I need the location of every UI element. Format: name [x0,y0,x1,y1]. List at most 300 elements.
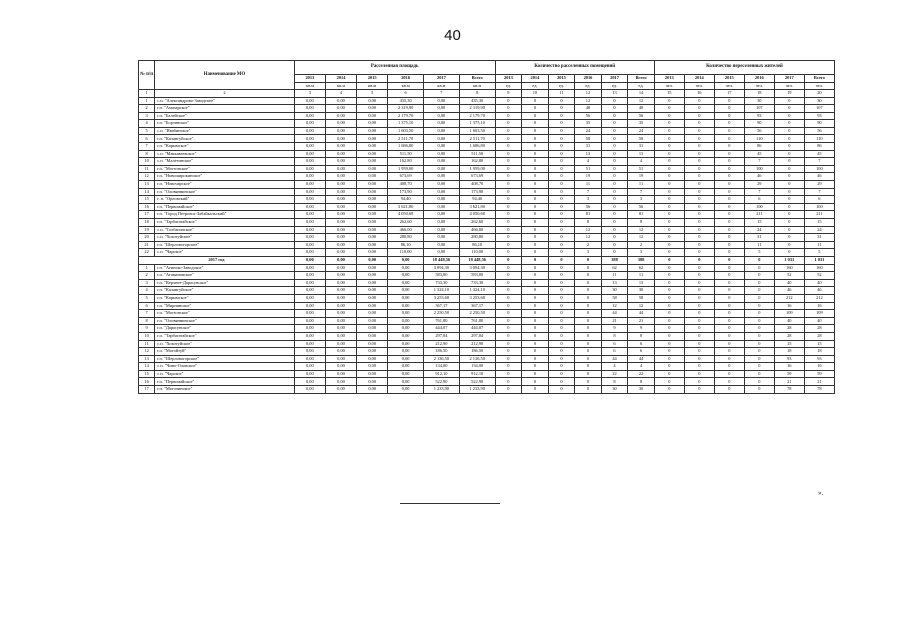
cell-people: 15 [804,340,834,348]
header-unit: ед. [548,82,575,90]
header-column-numbers-row [139,90,835,98]
header-year: Всего [459,75,495,83]
cell-area: 0,00 [357,165,388,173]
cell-area: 522,90 [424,378,460,386]
cell-units: 0 [548,105,575,113]
cell-units: 62 [628,264,655,272]
table-row [139,287,835,295]
cell-people: 0 [684,386,714,394]
cell-people: 0 [714,287,744,295]
cell-area: 733,30 [424,279,460,287]
cell-units: 0 [575,370,602,378]
cell-units: 0 [601,211,628,219]
table-row [139,249,835,257]
row-name: г.п. "Амазарское" [155,105,295,113]
cell-units: 0 [495,181,522,189]
header-group-units: Количество расселенных помещений [495,61,654,75]
row-number: 11 [139,340,155,348]
cell-people: 28 [774,325,804,333]
cell-units: 0 [575,272,602,280]
header-year: 2015 [357,75,388,83]
cell-area: 0,00 [325,294,356,302]
cell-area: 0,00 [325,150,356,158]
cell-area: 2 511,70 [459,135,495,143]
cell-area: 0,00 [424,173,460,181]
cell-units: 0 [495,188,522,196]
cell-people: 212 [774,294,804,302]
cell-people: 211 [744,211,774,219]
cell-people: 24 [804,226,834,234]
cell-area: 3 094,30 [459,264,495,272]
cell-area: 262,60 [459,219,495,227]
table-row [139,317,835,325]
cell-units: 0 [495,219,522,227]
header-unit: кв.м [357,82,388,90]
cell-units: 0 [548,355,575,363]
cell-people: 0 [714,355,744,363]
cell-units: 0 [548,196,575,204]
cell-area: 0,00 [424,203,460,211]
cell-area: 86,10 [459,241,495,249]
cell-people: 21 [804,378,834,386]
cell-area: 0,00 [294,234,325,242]
cell-area: 2 319,90 [388,105,424,113]
cell-area: 0,00 [325,143,356,151]
cell-people: 16 [774,302,804,310]
cell-area: 0,00 [325,325,356,333]
table-row [139,173,835,181]
cell-units: 0 [495,112,522,120]
row-name: г.п. "Агинско-Заводское" [155,264,295,272]
cell-people: 0 [684,97,714,105]
cell-people: 31 [804,234,834,242]
cell-units: 0 [548,272,575,280]
row-name: г.п. "Новочарское" [155,181,295,189]
cell-units: 30 [628,287,655,295]
cell-people: 0 [774,112,804,120]
cell-people: 0 [774,181,804,189]
cell-people: 0 [744,272,774,280]
cell-people: 93 [774,355,804,363]
table-row [139,234,835,242]
cell-people: 52 [774,272,804,280]
cell-units: 0 [548,310,575,318]
cell-area: 0,00 [424,219,460,227]
cell-units: 2 [628,241,655,249]
cell-area: 0,00 [357,363,388,371]
cell-area: 0,00 [424,150,460,158]
cell-units: 0 [575,317,602,325]
cell-units: 0 [522,287,549,295]
cell-units: 0 [522,143,549,151]
cell-units: 0 [601,143,628,151]
header-year: 2016 [388,75,424,83]
cell-area: 0,00 [388,332,424,340]
cell-units: 0 [495,325,522,333]
header-unit: ед. [522,82,549,90]
cell-units: 0 [548,279,575,287]
cell-area: 0,00 [357,120,388,128]
table-row [139,348,835,356]
cell-area: 0,00 [424,158,460,166]
cell-area: 912,10 [459,370,495,378]
cell-units: 0 [548,363,575,371]
cell-area: 0,00 [294,294,325,302]
cell-people: 0 [684,272,714,280]
cell-people: 0 [654,256,684,264]
cell-units: 0 [522,127,549,135]
cell-people: 28 [804,332,834,340]
cell-people: 0 [684,196,714,204]
cell-area: 110,00 [459,249,495,257]
cell-area: 0,00 [294,173,325,181]
cell-people: 0 [744,302,774,310]
cell-area: 0,00 [357,105,388,113]
cell-area: 1 603,50 [459,127,495,135]
cell-units: 0 [522,264,549,272]
cell-people: 0 [714,264,744,272]
cell-area: 0,00 [424,211,460,219]
cell-area: 0,00 [325,386,356,394]
cell-units: 0 [575,310,602,318]
cell-area: 262,60 [388,219,424,227]
header-year: 2013 [654,75,684,83]
cell-area: 0,00 [357,150,388,158]
cell-area: 0,00 [357,348,388,356]
cell-area: 1 375,10 [459,120,495,128]
cell-units: 0 [601,181,628,189]
cell-people: 0 [654,279,684,287]
table-row [139,241,835,249]
cell-units: 30 [601,386,628,394]
cell-area: 2 179,70 [388,112,424,120]
cell-people: 0 [714,249,744,257]
row-number: 1 [139,97,155,105]
cell-units: 0 [548,158,575,166]
cell-area: 435,30 [459,97,495,105]
cell-units: 44 [628,355,655,363]
cell-people: 107 [744,105,774,113]
row-name: г.п. "Оловяннинское" [155,317,295,325]
row-name: г.п. "Новоширокинское" [155,173,295,181]
cell-units: 0 [495,158,522,166]
cell-units: 0 [601,196,628,204]
cell-units: 0 [601,158,628,166]
cell-area: 162,80 [388,158,424,166]
cell-people: 0 [654,272,684,280]
cell-area: 0,00 [357,226,388,234]
cell-people: 0 [684,249,714,257]
header-unit: ед. [495,82,522,90]
cell-people: 6 [804,196,834,204]
cell-people: 0 [654,112,684,120]
cell-units: 0 [522,234,549,242]
row-number: 6 [139,302,155,310]
cell-people: 0 [714,165,744,173]
cell-people: 0 [774,120,804,128]
cell-people: 0 [654,219,684,227]
cell-people: 0 [744,370,774,378]
cell-area: 583,00 [424,272,460,280]
cell-units: 0 [522,173,549,181]
cell-area: 4 050,68 [388,211,424,219]
cell-units: 2 [575,241,602,249]
cell-people: 0 [684,211,714,219]
cell-people: 93 [744,112,774,120]
cell-people: 110 [804,135,834,143]
cell-units: 13 [575,150,602,158]
cell-units: 0 [522,302,549,310]
cell-area: 0,00 [388,370,424,378]
cell-area: 0,00 [424,165,460,173]
cell-units: 0 [495,302,522,310]
cell-people: 0 [714,188,744,196]
cell-people: 0 [654,241,684,249]
cell-area: 186,50 [424,348,460,356]
cell-area: 1 959,00 [459,165,495,173]
cell-area: 0,00 [294,317,325,325]
cell-area: 673,69 [459,173,495,181]
cell-area: 0,00 [294,310,325,318]
cell-area: 0,00 [325,135,356,143]
cell-units: 0 [548,340,575,348]
cell-people: 0 [744,355,774,363]
cell-people: 40 [774,279,804,287]
row-name: г.п. "Калангуйское" [155,135,295,143]
cell-people: 0 [774,135,804,143]
header-year: 2014 [684,75,714,83]
cell-people: 0 [714,370,744,378]
cell-units: 0 [548,234,575,242]
cell-units: 6 [628,348,655,356]
cell-units: 0 [495,310,522,318]
table-row [139,264,835,272]
header-year: 2015 [548,75,575,83]
cell-people: 0 [774,249,804,257]
cell-area: 1 603,50 [388,127,424,135]
cell-units: 11 [575,181,602,189]
cell-area: 3 094,30 [424,264,460,272]
cell-units: 0 [522,279,549,287]
cell-units: 0 [495,143,522,151]
cell-area: 0,00 [325,226,356,234]
cell-units: 0 [601,135,628,143]
cell-units: 0 [495,355,522,363]
cell-units: 0 [522,370,549,378]
cell-people: 0 [744,279,774,287]
cell-people: 0 [714,105,744,113]
cell-area: 2 136,50 [459,355,495,363]
cell-people: 0 [744,287,774,295]
cell-units: 388 [601,256,628,264]
cell-area: 0,00 [388,302,424,310]
cell-units: 0 [548,287,575,295]
header-column-number: 15 [654,90,684,98]
cell-people: 0 [714,203,744,211]
cell-people: 0 [654,135,684,143]
cell-people: 212 [804,294,834,302]
cell-people: 11 [744,241,774,249]
cell-units: 0 [522,105,549,113]
cell-area: 0,00 [357,294,388,302]
cell-area: 0,00 [388,310,424,318]
cell-people: 0 [714,378,744,386]
cell-area: 2 250,50 [459,310,495,318]
row-name: с.п. "Толбагинское" [155,226,295,234]
cell-area: 0,00 [388,363,424,371]
cell-area: 0,00 [294,264,325,272]
cell-area: 0,00 [424,105,460,113]
header-column-number: 1 [139,90,155,98]
cell-area: 0,00 [294,332,325,340]
cell-people: 0 [714,340,744,348]
cell-people: 0 [744,325,774,333]
cell-area: 761,80 [459,317,495,325]
cell-people: 0 [684,127,714,135]
table-row [139,143,835,151]
cell-people: 0 [714,310,744,318]
cell-area: 0,00 [357,249,388,257]
signature-line [400,503,500,504]
cell-area: 0,00 [325,332,356,340]
cell-area: 0,00 [294,272,325,280]
cell-people: 0 [774,150,804,158]
cell-people: 0 [654,127,684,135]
cell-area: 0,00 [325,120,356,128]
row-number: 9 [139,325,155,333]
cell-units: 0 [601,203,628,211]
cell-units: 0 [495,294,522,302]
cell-area: 0,00 [357,219,388,227]
row-name: с.п. "Маккавеевское" [155,150,295,158]
cell-area: 0,00 [357,234,388,242]
row-name: г.п. "Могочинское" [155,386,295,394]
row-name: г.п. "Первомайское" [155,378,295,386]
cell-area: 0,00 [325,310,356,318]
cell-area: 0,00 [388,386,424,394]
cell-area: 0,00 [294,203,325,211]
cell-units: 0 [601,234,628,242]
cell-units: 56 [628,203,655,211]
cell-people: 93 [804,355,834,363]
row-name: с.п. "Хохотуйское" [155,234,295,242]
cell-people: 0 [654,370,684,378]
cell-people: 46 [774,287,804,295]
header-unit: чел. [684,82,714,90]
cell-units: 0 [548,150,575,158]
cell-people: 0 [684,158,714,166]
row-number: 13 [139,355,155,363]
cell-units: 0 [601,165,628,173]
table-row [139,150,835,158]
cell-units: 0 [522,310,549,318]
cell-people: 0 [774,188,804,196]
cell-units: 0 [548,97,575,105]
row-number: 14 [139,363,155,371]
cell-area: 0,00 [357,340,388,348]
row-number: 19 [139,226,155,234]
cell-area: 0,00 [325,355,356,363]
header-year: 2017 [601,75,628,83]
cell-units: 48 [575,105,602,113]
cell-area: 0,00 [294,97,325,105]
cell-area: 0,00 [325,219,356,227]
cell-units: 30 [601,287,628,295]
cell-units: 12 [628,302,655,310]
cell-area: 18 448,56 [424,256,460,264]
cell-units: 0 [548,112,575,120]
cell-people: 7 [804,158,834,166]
cell-area: 0,00 [388,378,424,386]
row-number: 5 [139,294,155,302]
cell-area: 2 319,90 [459,105,495,113]
cell-area: 3 621,80 [388,203,424,211]
cell-area: 673,69 [388,173,424,181]
cell-units: 0 [495,203,522,211]
cell-people: 0 [684,203,714,211]
cell-units: 0 [522,97,549,105]
cell-people: 0 [684,302,714,310]
cell-area: 212,90 [424,340,460,348]
cell-units: 0 [601,226,628,234]
cell-units: 3 [628,196,655,204]
cell-area: 173,90 [459,188,495,196]
page-number: 40 [444,27,461,44]
cell-area: 0,00 [388,279,424,287]
header-year: 2016 [744,75,774,83]
cell-units: 0 [548,211,575,219]
row-number: 12 [139,348,155,356]
cell-people: 45 [744,150,774,158]
cell-units: 0 [548,127,575,135]
cell-area: 0,00 [357,310,388,318]
cell-area: 0,00 [424,234,460,242]
cell-area: 0,00 [294,127,325,135]
cell-units: 6 [628,340,655,348]
cell-units: 58 [628,135,655,143]
header-column-number: 12 [575,90,602,98]
cell-area: 0,00 [357,272,388,280]
cell-area: 435,30 [388,97,424,105]
table-row [139,158,835,166]
cell-people: 107 [804,105,834,113]
table-row [139,105,835,113]
cell-area: 912,10 [424,370,460,378]
cell-units: 0 [548,378,575,386]
cell-people: 0 [684,264,714,272]
cell-people: 0 [684,226,714,234]
cell-units: 0 [522,241,549,249]
cell-units: 0 [522,165,549,173]
cell-area: 1 233,90 [459,386,495,394]
cell-people: 0 [714,386,744,394]
cell-people: 0 [654,249,684,257]
cell-area: 0,00 [294,355,325,363]
cell-people: 0 [744,386,774,394]
cell-units: 0 [495,249,522,257]
cell-area: 444,07 [459,325,495,333]
cell-area: 280,80 [388,234,424,242]
cell-people: 56 [744,127,774,135]
cell-people: 0 [774,219,804,227]
cell-people: 0 [774,173,804,181]
cell-units: 0 [575,302,602,310]
cell-area: 0,00 [325,234,356,242]
cell-people: 0 [654,317,684,325]
cell-people: 93 [804,112,834,120]
cell-units: 0 [522,386,549,394]
cell-units: 4 [575,158,602,166]
